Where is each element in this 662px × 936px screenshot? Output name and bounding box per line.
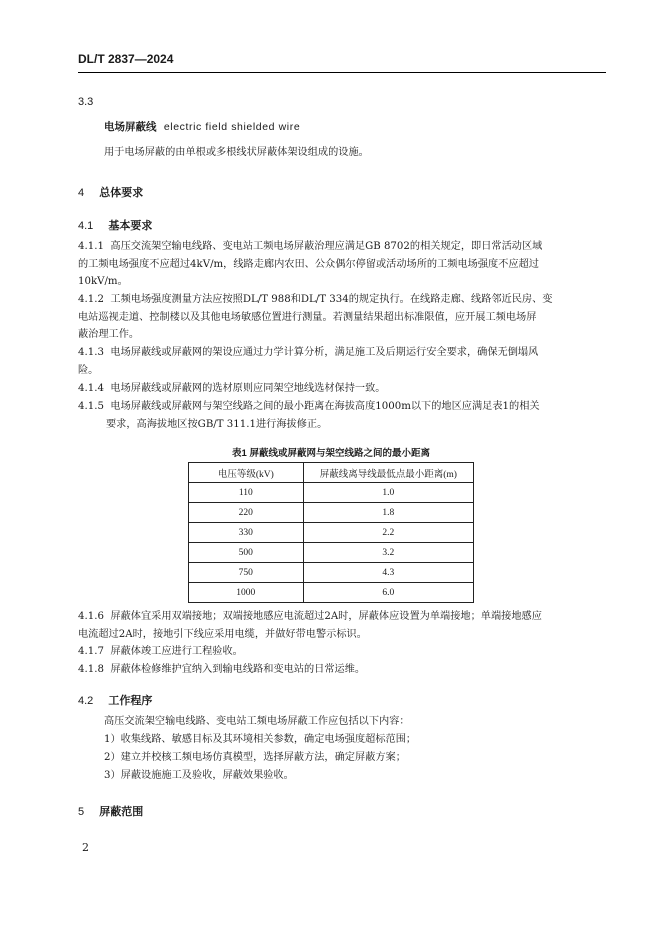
clause-number: 4.1.4 bbox=[78, 383, 104, 394]
clause-4-1-2 bbox=[78, 291, 606, 344]
clause-text: 电场屏蔽线或屏蔽网的架设应通过力学计算分析，满足施工及后期运行安全要求，确保无倒塌风 bbox=[110, 347, 539, 358]
clause-text: 电流超过2A时，接地引下线应采用电缆，并做好带电警示标识。 bbox=[78, 628, 367, 640]
document-id: DL/T 2837—2024 bbox=[78, 52, 174, 66]
clause-4-1-1 bbox=[78, 238, 606, 291]
table-header-row bbox=[189, 463, 474, 483]
table-row bbox=[189, 483, 474, 503]
section-5-number: 5 bbox=[78, 806, 85, 818]
page-number: 2 bbox=[82, 841, 89, 854]
clause-text: 电场屏蔽线或屏蔽网与架空线路之间的最小距离在海拔高度1000m以下的地区应满足表1的相关 bbox=[110, 401, 540, 412]
table-header-cell: 电压等级(kV) bbox=[189, 463, 304, 483]
clause-text: 电场屏蔽线或屏蔽网的选材原则应同架空地线选材保持一致。 bbox=[110, 383, 386, 394]
term-entry bbox=[104, 119, 300, 134]
clause-number: 4.1.1 bbox=[78, 241, 104, 252]
clause-4-1-4 bbox=[78, 380, 606, 398]
clause-text: 高压交流架空输电线路、变电站工频电场屏蔽治理应满足GB 8702的相关规定，即日常活动区域 bbox=[110, 241, 543, 252]
clause-number-3-3: 3.3 bbox=[78, 96, 94, 108]
voltage-cell: 750 bbox=[189, 563, 304, 583]
distance-cell: 4.3 bbox=[303, 563, 473, 583]
table-row bbox=[189, 543, 474, 563]
term-en: electric field shielded wire bbox=[163, 121, 301, 133]
procedure-intro: 高压交流架空输电线路、变电站工频电场屏蔽工作应包括以下内容： bbox=[104, 716, 410, 727]
clause-4-1-8 bbox=[78, 661, 606, 679]
clause-text: 要求，高海拔地区按GB/T 311.1进行海拔修正。 bbox=[106, 418, 328, 430]
section-5-title: 屏蔽范围 bbox=[99, 806, 144, 818]
clause-number: 4.1.6 bbox=[78, 611, 104, 622]
clause-text: 工频电场强度测量方法应按照DL/T 988和DL/T 334的规定执行。在线路走廊、线路邻近民房、变 bbox=[110, 294, 553, 305]
section-4-2-heading bbox=[78, 689, 152, 708]
section-4-number: 4 bbox=[78, 187, 85, 199]
table-caption: 表1 屏蔽线或屏蔽网与架空线路之间的最小距离 bbox=[232, 448, 430, 459]
section-4-1-title: 基本要求 bbox=[108, 220, 153, 232]
section-5-heading bbox=[78, 800, 143, 819]
clause-number: 4.1.8 bbox=[78, 664, 104, 675]
clause-4-1-3 bbox=[78, 344, 606, 379]
section-4-1-heading bbox=[78, 214, 152, 233]
section-4-2-number: 4.2 bbox=[78, 695, 94, 707]
clause-number: 4.1.2 bbox=[78, 294, 104, 305]
clause-text: 屏蔽体宜采用双端接地；双端接地感应电流超过2A时，屏蔽体应设置为单端接地；单端接地感应 bbox=[110, 611, 542, 622]
procedure-item: 1）收集线路、敏感目标及其环境相关参数，确定电场强度超标范围； bbox=[104, 734, 417, 745]
clause-4-1-5 bbox=[78, 398, 606, 433]
clause-number: 4.1.7 bbox=[78, 646, 104, 657]
clause-4-1-6 bbox=[78, 608, 606, 643]
term-definition: 用于电场屏蔽的由单根或多根线状屏蔽体架设组成的设施。 bbox=[104, 147, 369, 158]
voltage-cell: 330 bbox=[189, 523, 304, 543]
clause-number: 4.1.3 bbox=[78, 347, 104, 358]
voltage-cell: 1000 bbox=[189, 583, 304, 603]
distance-cell: 3.2 bbox=[303, 543, 473, 563]
section-4-2-title: 工作程序 bbox=[108, 695, 153, 707]
section-4-1-number: 4.1 bbox=[78, 220, 94, 232]
min-distance-table bbox=[188, 462, 474, 603]
table-row bbox=[189, 503, 474, 523]
term-zh: 电场屏蔽线 bbox=[104, 121, 157, 133]
section-4-heading bbox=[78, 181, 143, 200]
distance-cell: 2.2 bbox=[303, 523, 473, 543]
procedure-item: 3）屏蔽设施施工及验收，屏蔽效果验收。 bbox=[104, 770, 294, 781]
clause-text: 电站巡视走道、控制楼以及其他电场敏感位置进行测量。若测量结果超出标准限值，应开展工频电场屏 bbox=[78, 311, 537, 323]
section-4-title: 总体要求 bbox=[99, 187, 144, 199]
distance-cell: 1.0 bbox=[303, 483, 473, 503]
clause-text: 屏蔽体竣工应进行工程验收。 bbox=[110, 646, 243, 657]
table-header-cell: 屏蔽线离导线最低点最小距离(m) bbox=[303, 463, 473, 483]
clause-text: 蔽治理工作。 bbox=[78, 329, 140, 340]
voltage-cell: 110 bbox=[189, 483, 304, 503]
distance-cell: 6.0 bbox=[303, 583, 473, 603]
header-rule bbox=[78, 72, 606, 73]
table-row bbox=[189, 583, 474, 603]
clause-text: 屏蔽体检修维护宜纳入到输电线路和变电站的日常运维。 bbox=[110, 664, 366, 675]
clause-text: 的工频电场强度不应超过4kV/m，线路走廊内农田、公众偶尔停留或活动场所的工频电场强度不应超过 bbox=[78, 258, 539, 270]
procedure-item: 2）建立并校核工频电场仿真模型，选择屏蔽方法，确定屏蔽方案； bbox=[104, 752, 406, 763]
voltage-cell: 500 bbox=[189, 543, 304, 563]
table-row bbox=[189, 563, 474, 583]
voltage-cell: 220 bbox=[189, 503, 304, 523]
clause-number: 4.1.5 bbox=[78, 401, 104, 412]
table-row bbox=[189, 523, 474, 543]
distance-cell: 1.8 bbox=[303, 503, 473, 523]
clause-4-1-7 bbox=[78, 643, 606, 661]
clause-text: 10kV/m。 bbox=[78, 276, 128, 287]
clause-text: 险。 bbox=[78, 364, 99, 376]
